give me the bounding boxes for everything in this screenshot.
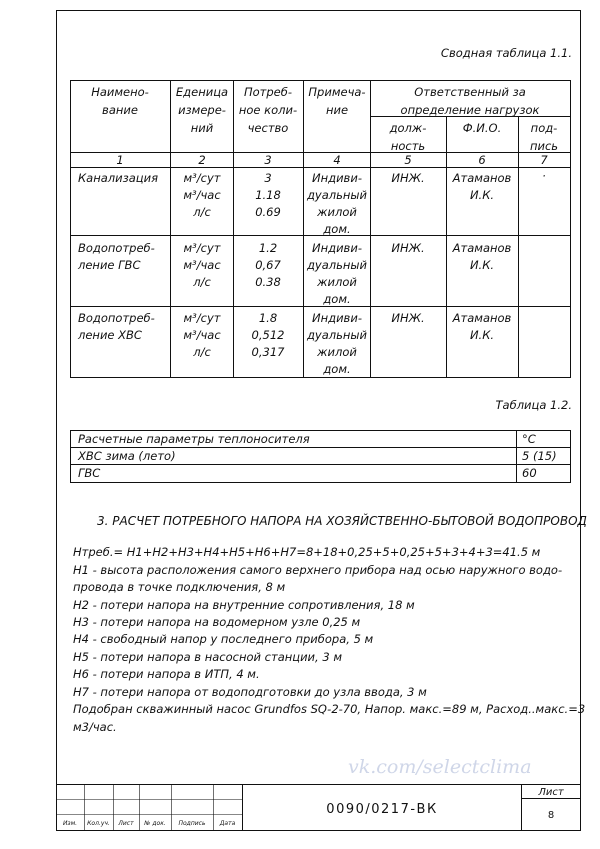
row-fio: Атаманов (452, 311, 512, 325)
row-note: дом. (323, 292, 351, 306)
row-sign: · (542, 169, 546, 183)
section-line: провода в точке подключения, 8 м (73, 580, 286, 594)
param-value: °C (522, 432, 536, 446)
row-name: ление ГВС (78, 258, 141, 272)
row-value: 3 (264, 171, 272, 185)
row-value: 1.18 (255, 188, 281, 202)
row-position: ИНЖ. (391, 171, 425, 185)
table-1-body (77, 169, 546, 376)
column-number: 4 (333, 153, 341, 167)
header-quantity: чество (247, 121, 289, 135)
header-position: ность (390, 139, 426, 153)
row-unit: м³/час (183, 328, 221, 342)
stamp-label: № док. (144, 820, 166, 827)
section-body (73, 545, 585, 734)
header-unit: ний (190, 121, 214, 135)
sheet-number: 8 (547, 810, 555, 821)
row-fio: И.К. (469, 258, 495, 272)
row-note: жилой (317, 275, 357, 289)
header-responsible: определение нагрузок (400, 103, 540, 117)
header-name: Наимено- (91, 85, 149, 99)
table-1-header (91, 85, 558, 153)
column-number: 5 (404, 153, 412, 167)
section-line: Подобран скважинный насос Grundfos SQ-2-70, Напор. макс.=89 м, Расход..макс.=3 (73, 702, 586, 716)
table-1-column-numbers (116, 153, 548, 167)
header-note: ние (325, 103, 349, 117)
param-name: ГВС (78, 466, 101, 480)
row-unit: м³/сут (183, 241, 221, 255)
watermark: vk.com/selectclima (348, 756, 532, 778)
row-value: 1.8 (258, 311, 278, 325)
row-value: 0,67 (255, 258, 281, 272)
row-unit: м³/сут (183, 311, 221, 325)
row-fio: И.К. (469, 188, 495, 202)
section-heading: 3. РАСЧЕТ ПОТРЕБНОГО НАПОРА НА ХОЗЯЙСТВЕННО-БЫТОВОЙ ВОДОПРОВОД (97, 514, 587, 528)
row-note: дуальный (306, 258, 368, 272)
row-note: жилой (317, 345, 357, 359)
stamp-label: Дата (219, 820, 236, 827)
row-unit: л/с (193, 275, 211, 289)
section-line: H1 - высота расположения самого верхнего прибора над осью наружного водо- (73, 563, 563, 577)
row-unit: л/с (193, 345, 211, 359)
row-value: 0,512 (251, 328, 285, 342)
row-value: 0.69 (255, 205, 281, 219)
row-note: Индиви- (312, 171, 362, 185)
row-unit: л/с (193, 205, 211, 219)
param-value: 60 (522, 466, 537, 480)
stamp-label: Кол.уч. (87, 820, 110, 827)
row-value: 1.2 (258, 241, 278, 255)
header-name: вание (102, 103, 138, 117)
header-unit: Еденица (175, 85, 229, 99)
section-line: Hтреб.= H1+H2+H3+H4+H5+H6+H7=8+18+0,25+5+0,25+5+3+4+3=41.5 м (73, 545, 541, 559)
row-note: дуальный (306, 188, 368, 202)
param-name: ХВС зима (лето) (78, 449, 176, 463)
row-unit: м³/час (183, 258, 221, 272)
row-fio: Атаманов (452, 171, 512, 185)
row-note: жилой (317, 205, 357, 219)
header-note: Примеча- (308, 85, 366, 99)
row-name: Водопотреб- (78, 241, 155, 255)
section-line: H4 - свободный напор у последнего прибора, 5 м (73, 632, 374, 646)
row-fio: Атаманов (452, 241, 512, 255)
section-line: м3/час. (73, 720, 117, 734)
stamp-label: Подпись (178, 820, 206, 827)
header-position: долж- (389, 121, 427, 135)
row-unit: м³/сут (183, 171, 221, 185)
table-2-caption: Таблица 1.2. (495, 398, 572, 412)
section-line: H5 - потери напора в насосной станции, 3 м (73, 650, 342, 664)
document-code: 0090/0217-ВК (326, 802, 438, 817)
section-line: H7 - потери напора от водоподготовки до узла ввода, 3 м (73, 685, 427, 699)
table-1-caption: Сводная таблица 1.1. (440, 46, 572, 60)
header-quantity: ное коли- (238, 103, 298, 117)
sheet-label: Лист (538, 787, 564, 798)
row-note: дуальный (306, 328, 368, 342)
section-line: H2 - потери напора на внутренние сопротивления, 18 м (73, 598, 415, 612)
stamp-label: Лист (118, 820, 134, 827)
row-name: ление ХВС (78, 328, 142, 342)
row-position: ИНЖ. (391, 311, 425, 325)
row-note: дом. (323, 362, 351, 376)
column-number: 2 (198, 153, 206, 167)
header-sign: пись (529, 139, 559, 153)
row-note: Индиви- (312, 241, 362, 255)
row-position: ИНЖ. (391, 241, 425, 255)
param-value: 5 (15) (522, 449, 557, 463)
row-note: дом. (323, 222, 351, 236)
row-fio: И.К. (469, 328, 495, 342)
row-unit: м³/час (183, 188, 221, 202)
column-number: 6 (478, 153, 486, 167)
column-number: 1 (116, 153, 124, 167)
table-2-body (77, 432, 557, 480)
header-unit: измере- (178, 103, 226, 117)
column-number: 3 (264, 153, 272, 167)
row-value: 0,317 (251, 345, 285, 359)
row-name: Канализация (78, 171, 158, 185)
row-name: Водопотреб- (78, 311, 155, 325)
header-quantity: Потреб- (244, 85, 292, 99)
param-name: Расчетные параметры теплоносителя (78, 432, 310, 446)
header-fio: Ф.И.О. (462, 121, 502, 135)
section-line: H6 - потери напора в ИТП, 4 м. (73, 667, 260, 681)
column-number: 7 (540, 153, 548, 167)
stamp-label: Изм. (62, 820, 78, 827)
section-line: H3 - потери напора на водомерном узле 0,25 м (73, 615, 361, 629)
title-block (57, 785, 581, 831)
row-value: 0.38 (255, 275, 281, 289)
title-block-labels (63, 820, 236, 827)
header-sign: под- (530, 121, 558, 135)
header-responsible: Ответственный за (414, 85, 526, 99)
row-note: Индиви- (312, 311, 362, 325)
